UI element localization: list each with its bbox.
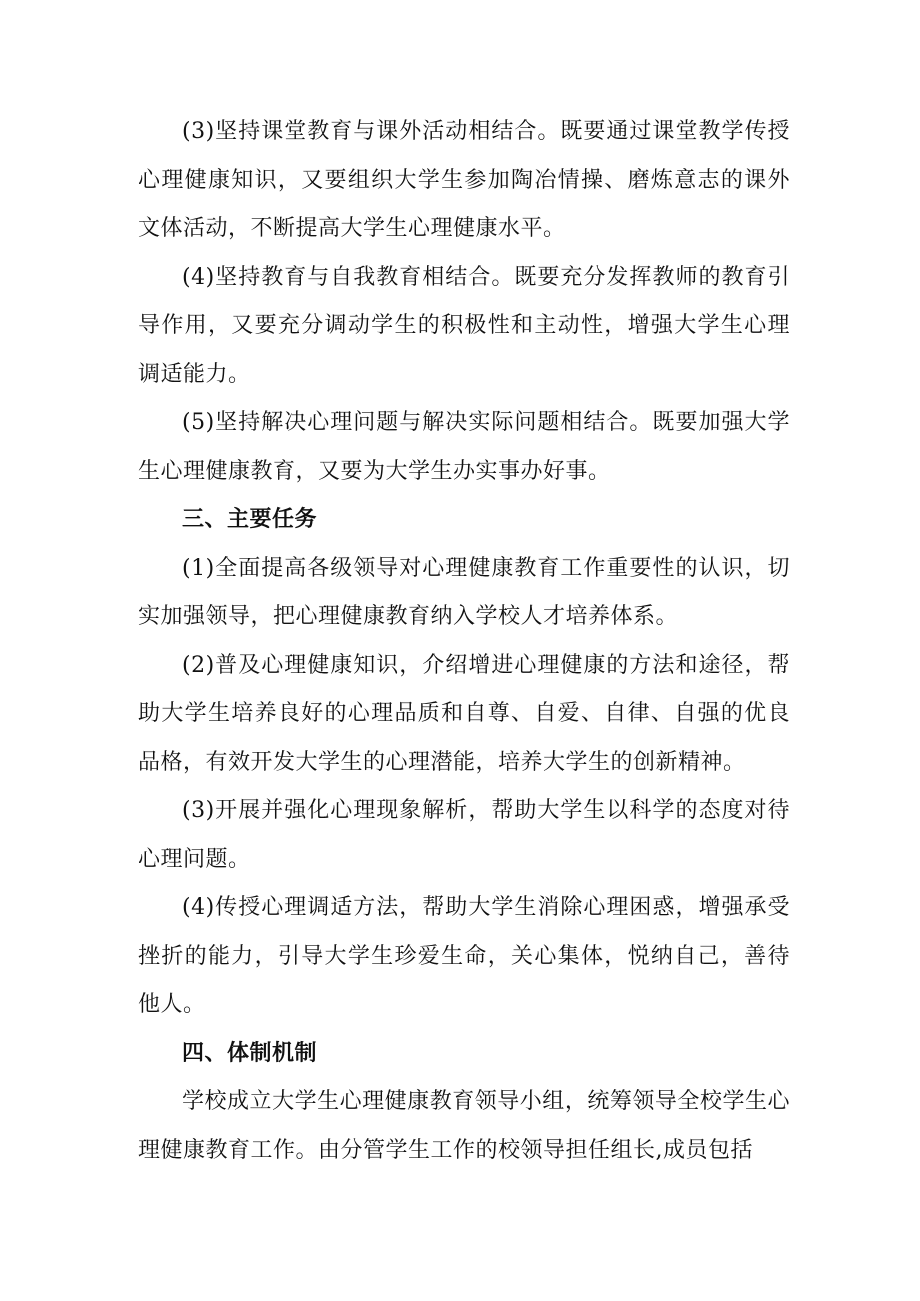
section-heading-main-tasks: 三、主要任务 — [182, 507, 318, 532]
paragraph-task-3: (3)开展并强化心理现象解析，帮助大学生以科学的态度对待心理问题。 — [138, 798, 790, 872]
paragraph-task-2: (2)普及心理健康知识，介绍增进心理健康的方法和途径，帮助大学生培养良好的心理品质和自尊、自爱、自律、自强的优良品格，有效开发大学生的心理潜能，培养大学生的创新精神。 — [138, 652, 790, 775]
paragraph-leadership-group: 学校成立大学生心理健康教育领导小组，统筹领导全校学生心理健康教育工作。由分管学生工作的校领导担任组长,成员包括 — [138, 1089, 790, 1163]
paragraph-principle-3: (3)坚持课堂教育与课外活动相结合。既要通过课堂教学传授心理健康知识，又要组织大学生参加陶冶情操、磨炼意志的课外文体活动，不断提高大学生心理健康水平。 — [138, 119, 790, 241]
paragraph-task-4: (4)传授心理调适方法，帮助大学生消除心理困惑，增强承受挫折的能力，引导大学生珍爱生命，关心集体，悦纳自己，善待他人。 — [138, 895, 790, 1017]
paragraph-principle-5: (5)坚持解决心理问题与解决实际问题相结合。既要加强大学生心理健康教育，又要为大学生办实事办好事。 — [138, 410, 790, 484]
paragraph-principle-4: (4)坚持教育与自我教育相结合。既要充分发挥教师的教育引导作用，又要充分调动学生的积极性和主动性，增强大学生心理调适能力。 — [138, 264, 790, 387]
document-body — [138, 108, 790, 1175]
paragraph-task-1: (1)全面提高各级领导对心理健康教育工作重要性的认识，切实加强领导，把心理健康教育纳入学校人才培养体系。 — [138, 555, 790, 629]
section-heading-system-mechanism: 四、体制机制 — [182, 1040, 318, 1066]
